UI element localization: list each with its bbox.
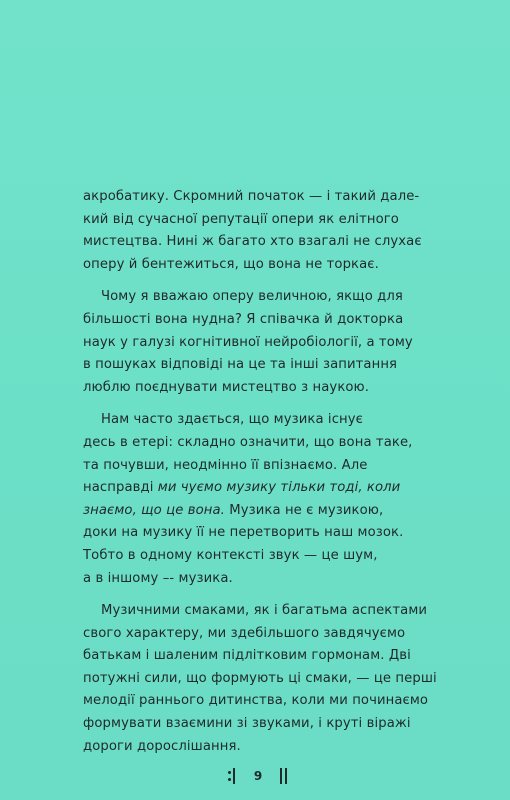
text-line: потужні сили, що формують ці смаки, — це перші [83, 670, 437, 686]
plain-text: насправді [83, 480, 158, 496]
text-line: формувати взаємини зі звуками, і круті віражі [83, 716, 411, 732]
body-text [83, 186, 443, 768]
text-line: в пошуках відповіді на це та інші запитання [83, 357, 398, 373]
text-line: батькам і шаленим підлітковим гормонам. Дві [83, 648, 411, 664]
text-line: акробатику. Скромний початок — і такий дале- [83, 189, 420, 204]
text-line-mixed [83, 500, 443, 523]
italic-text: знаємо, що це вона. [83, 502, 225, 518]
text-line: люблю поєднувати мистецтво з наукою. [83, 379, 370, 395]
italic-text: ми чуємо музику тільки тоді, коли [157, 480, 401, 496]
paragraph-3 [83, 409, 443, 590]
text-line: а в іншому –- музика. [83, 570, 233, 586]
text-line: кий від сучасної репутації опери як елітного [83, 211, 399, 227]
right-ornament-icon [280, 767, 290, 785]
text-line: більшості вона нудна? Я співачка й докторка [83, 311, 404, 327]
page-footer [0, 767, 510, 785]
text-line: та почувши, неодмінно її впізнаємо. Але [83, 457, 368, 473]
plain-text: Музика не є музикою, [224, 502, 384, 518]
text-line: доки на музику її не перетворить наш мозок. [83, 525, 404, 541]
text-line: оперу й бентежиться, що вона не торкає. [83, 256, 379, 272]
left-ornament-icon [228, 767, 238, 785]
text-line: Тобто в одному контексті звук — це шум, [83, 547, 378, 563]
text-line: наук у галузі когнітивної нейробіології, а тому [83, 334, 413, 350]
text-line: свого характеру, ми здебільшого завдячуємо [83, 625, 406, 641]
page-number: 9 [253, 769, 263, 783]
paragraph-1 [83, 186, 443, 276]
text-line: Музичними смаками, як і багатьма аспектами [101, 603, 428, 619]
paragraph-2 [83, 286, 443, 399]
text-line: Чому я вважаю оперу величною, якщо для [101, 289, 403, 305]
paragraph-4 [83, 600, 443, 758]
text-line: Нам часто здається, що музика існує [101, 412, 364, 428]
text-line: дороги дорослішання. [83, 738, 241, 754]
text-line: десь в етері: складно означити, що вона таке, [83, 434, 413, 450]
text-line-mixed [83, 477, 443, 500]
text-line: мелодії раннього дитинства, коли ми починаємо [83, 693, 429, 709]
text-line: мистецтва. Нині ж багато хто взагалі не слухає [83, 234, 422, 250]
